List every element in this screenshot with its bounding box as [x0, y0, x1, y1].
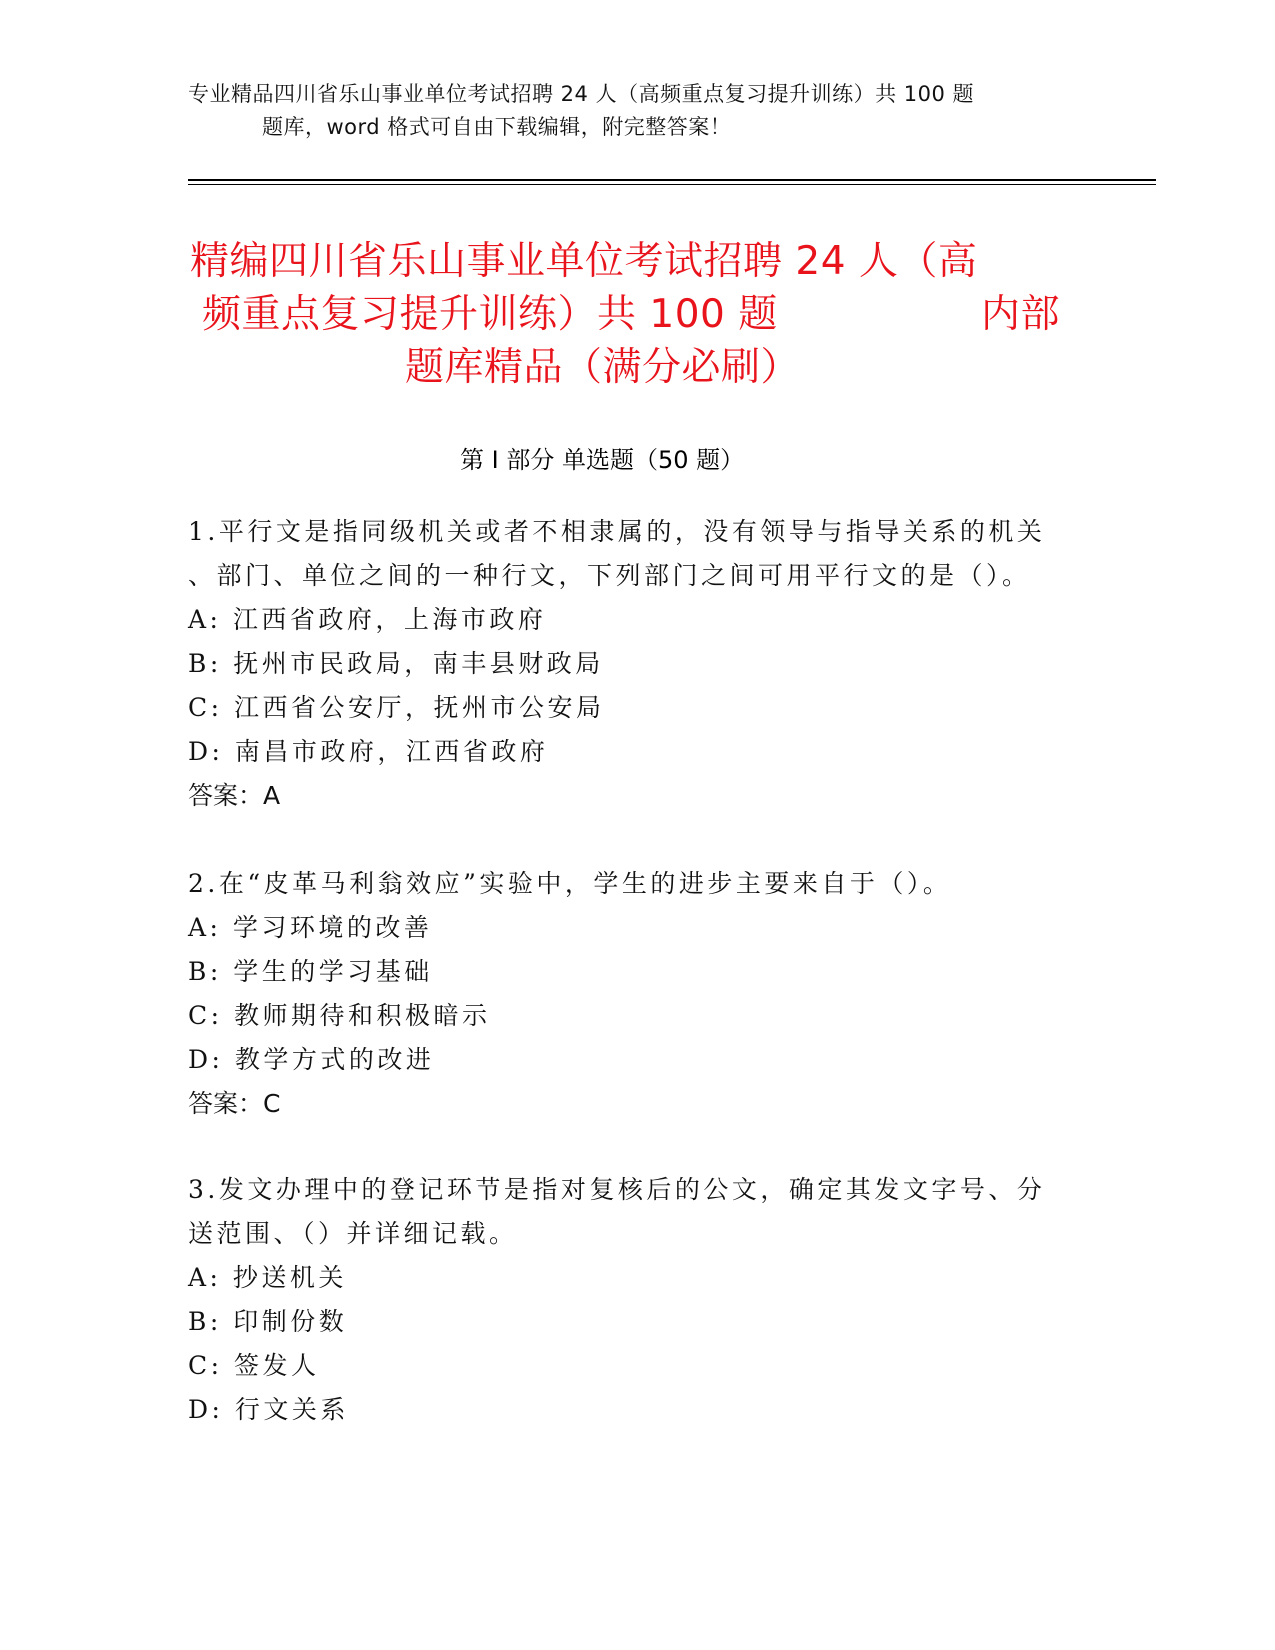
question-2-option-d: D: 教学方式的改进	[188, 1045, 435, 1074]
question-3-option-d: D: 行文关系	[188, 1395, 349, 1424]
header-rule-thin	[188, 184, 1156, 185]
header-line-1: 专业精品四川省乐山事业单位考试招聘 24 人（高频重点复习提升训练）共 100 题	[188, 82, 975, 106]
question-2-stem-line-1: 2.在“皮革马利翁效应”实验中，学生的进步主要来自于（）。	[188, 869, 952, 898]
header-line-2: 题库，word 格式可自由下载编辑，附完整答案！	[262, 115, 732, 139]
question-1-option-d: D: 南昌市政府，江西省政府	[188, 737, 549, 766]
question-2-option-c: C: 教师期待和积极暗示	[188, 1001, 491, 1030]
question-3-option-c: C: 签发人	[188, 1351, 320, 1380]
question-3-option-b: B: 印制份数	[188, 1307, 348, 1336]
question-1-option-a: A: 江西省政府，上海市政府	[188, 605, 547, 634]
section-title: 第 I 部分 单选题（50 题）	[460, 446, 745, 474]
question-2-option-b: B: 学生的学习基础	[188, 957, 433, 986]
question-2-option-a: A: 学习环境的改善	[188, 913, 433, 942]
title-line-3: 题库精品（满分必刷）	[405, 345, 801, 390]
question-3-option-a: A: 抄送机关	[188, 1263, 347, 1292]
question-3-stem-line-2: 送范围、（）并详细记载。	[188, 1219, 518, 1248]
question-3-stem-line-1: 3.发文办理中的登记环节是指对复核后的公文，确定其发文字号、分	[188, 1175, 1046, 1204]
question-1-option-b: B: 抚州市民政局，南丰县财政局	[188, 649, 604, 678]
question-1-answer: 答案：A	[188, 781, 281, 810]
question-1-option-c: C: 江西省公安厅，抚州市公安局	[188, 693, 605, 722]
question-2-answer: 答案：C	[188, 1089, 281, 1118]
question-1-stem-line-1: 1.平行文是指同级机关或者不相隶属的，没有领导与指导关系的机关	[188, 517, 1046, 546]
title-line-2-left: 频重点复习提升训练）共 100 题	[202, 292, 778, 337]
title-line-2-right: 内部	[981, 292, 1061, 337]
title-line-1: 精编四川省乐山事业单位考试招聘 24 人（高	[190, 239, 978, 284]
question-1-stem-line-2: 、部门、单位之间的一种行文，下列部门之间可用平行文的是（）。	[188, 561, 1031, 590]
header-rule-thick	[188, 179, 1156, 181]
